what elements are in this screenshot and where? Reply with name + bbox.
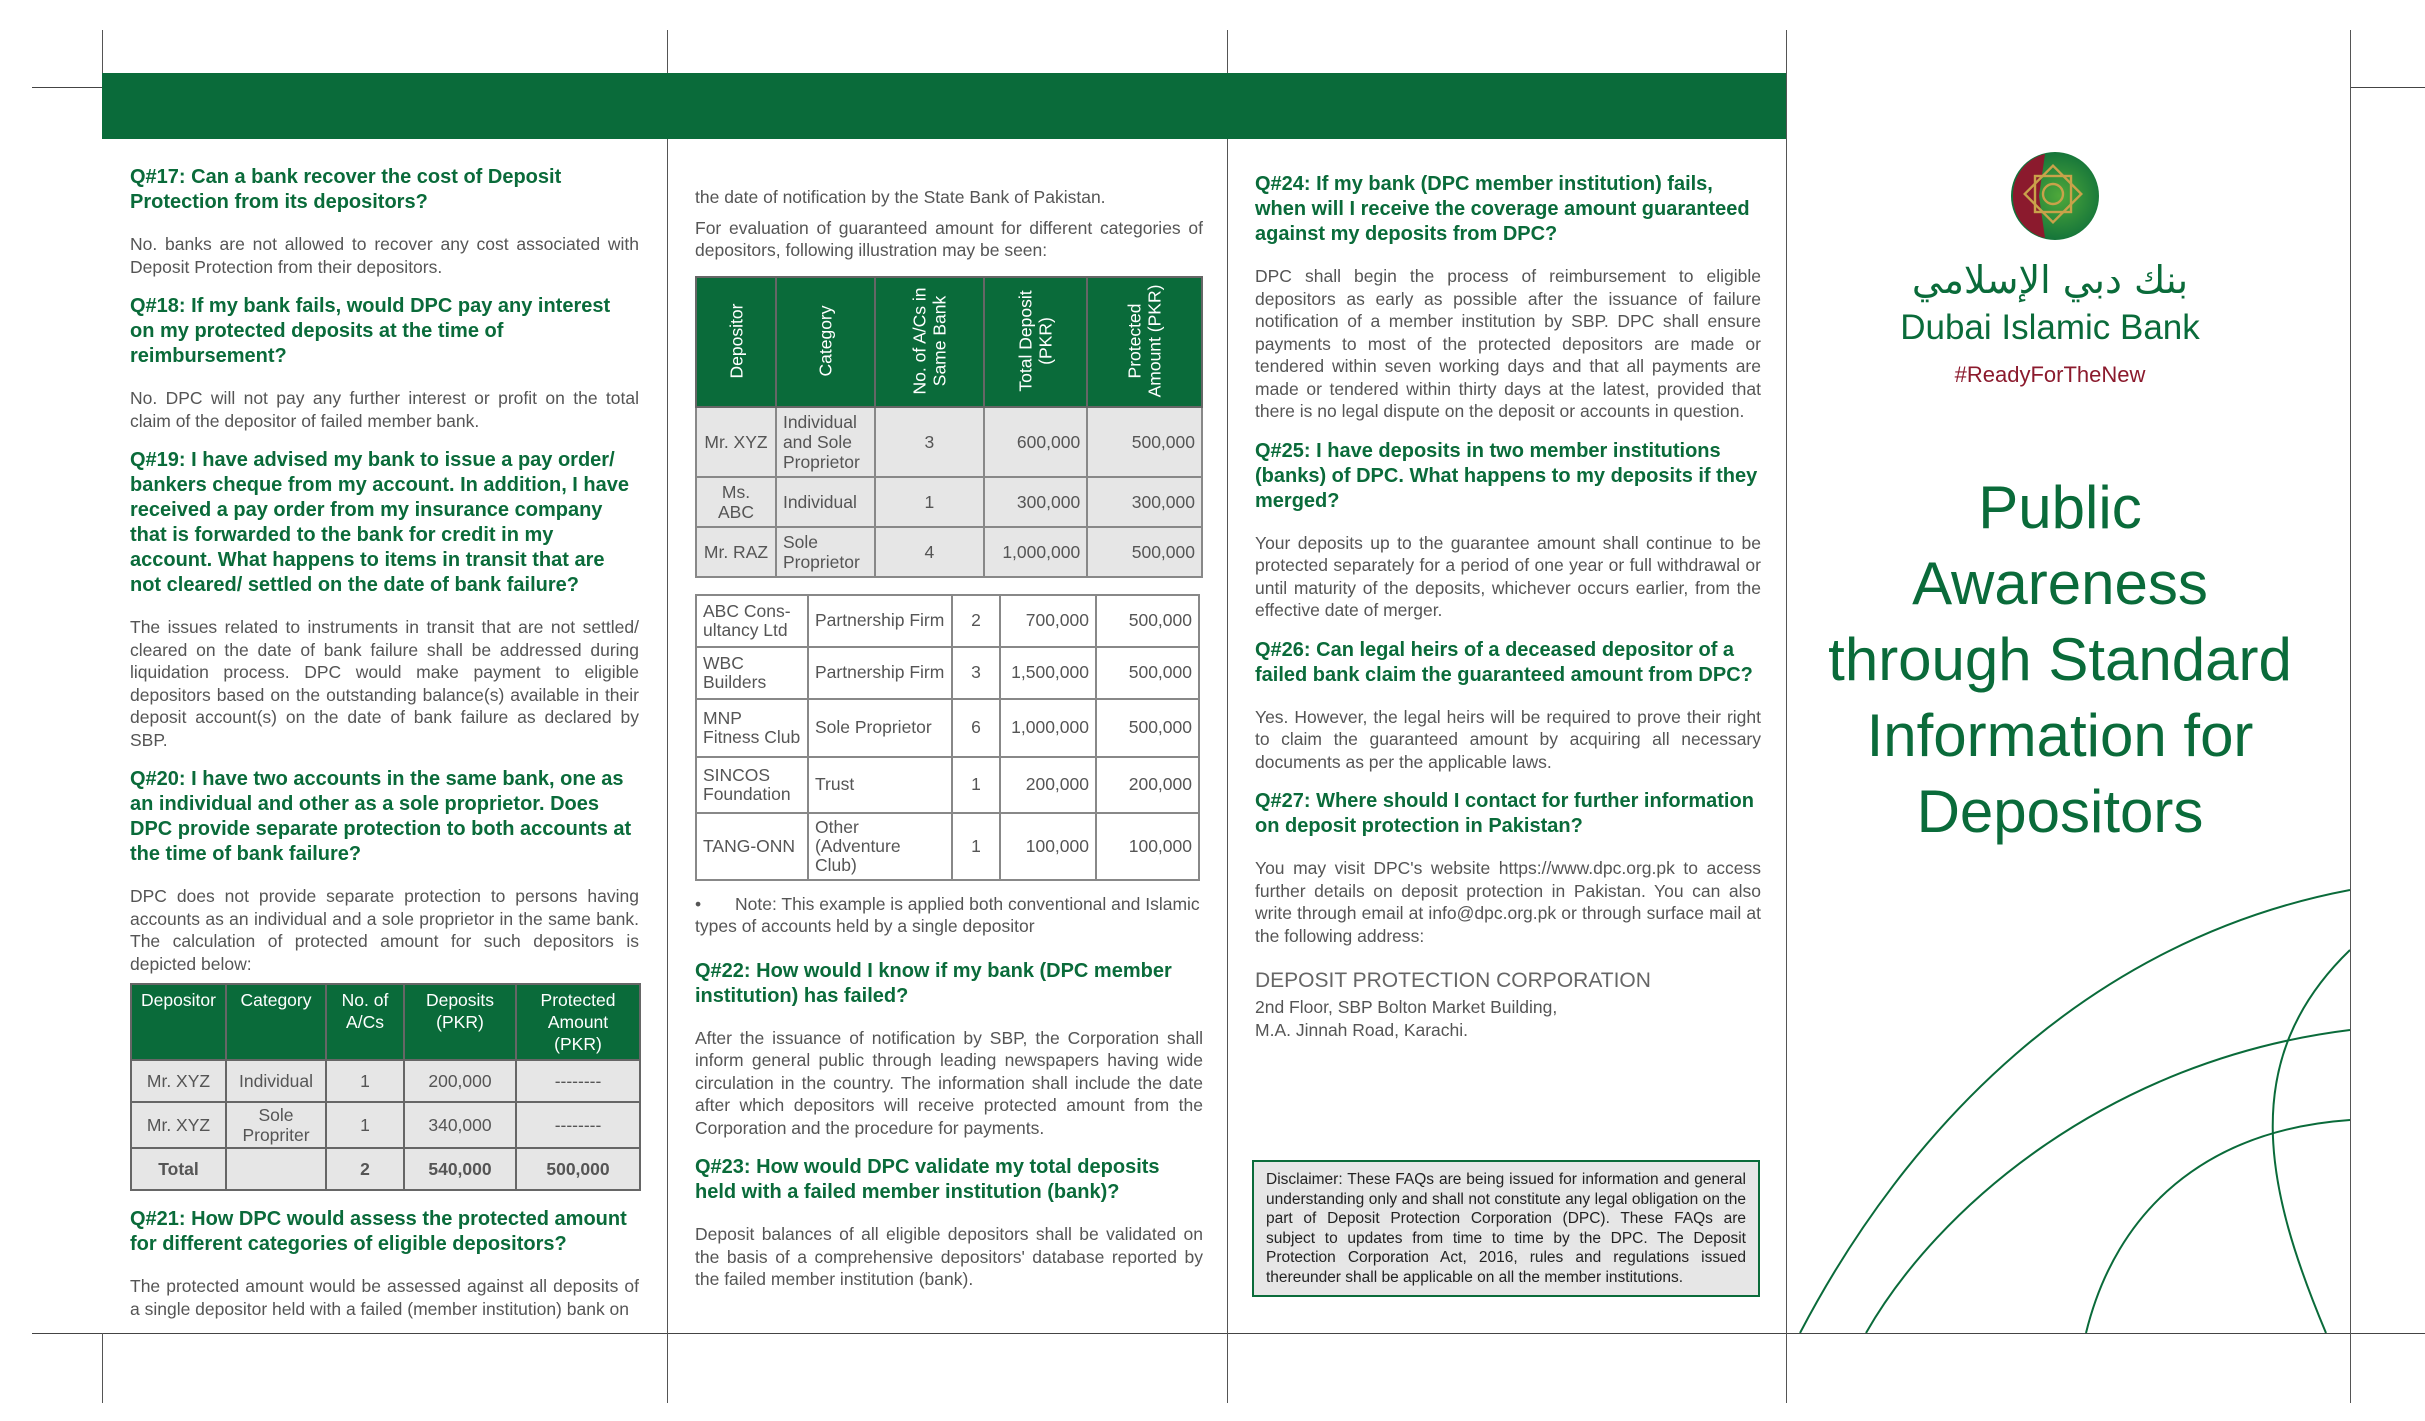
illustration-intro: For evaluation of guaranteed amount for different categories of depositors, following illustration may be seen:	[695, 217, 1203, 260]
table-cell: Individual and Sole Proprietor	[776, 407, 875, 477]
answer-18: No. DPC will not pay any further interest or profit on the total claim of the depositor of failed member bank.	[130, 388, 639, 431]
fold-line-right	[2350, 30, 2351, 1403]
title-line: Depositors	[1916, 778, 2204, 845]
panel-3	[1255, 172, 1761, 1042]
answer-22: After the issuance of notification by SBP, the Corporation shall inform general public through leading newspapers having wide circulation in the country. The information shall include the date after which depositors will receive protected amount from the Corporation and the procedure for payments.	[695, 1027, 1203, 1138]
table-header-row	[131, 984, 640, 1060]
table-cell: 1,500,000	[1000, 647, 1096, 699]
table-cell: 500,000	[1096, 647, 1199, 699]
table-cell: Mr. XYZ	[131, 1102, 226, 1148]
dib-logo-icon	[2005, 148, 2101, 244]
table-row	[696, 757, 1199, 813]
table-header	[696, 277, 776, 407]
bank-name-english: Dubai Islamic Bank	[1900, 308, 2200, 347]
table-cell: 3	[952, 647, 1000, 699]
table-cell: MNP Fitness Club	[696, 699, 808, 757]
table-row	[696, 477, 1202, 527]
decorative-arcs	[1786, 830, 2350, 1333]
question-18: Q#18: If my bank fails, would DPC pay any interest on my protected deposits at the time of reimbursement?	[130, 295, 611, 367]
table-cell: Partnership Firm	[808, 595, 952, 647]
answer-21: The protected amount would be assessed against all deposits of a single depositor held with a failed (member institution) bank on	[130, 1276, 639, 1319]
table-cell: Mr. RAZ	[696, 527, 776, 577]
table-header	[776, 277, 875, 407]
table-cell: WBC Builders	[696, 647, 808, 699]
title-line: through Standard	[1828, 626, 2292, 693]
table-cell: 540,000	[404, 1148, 516, 1190]
table-row	[696, 699, 1199, 757]
categories-table	[695, 276, 1203, 578]
table-cell: 200,000	[1096, 757, 1199, 813]
title-line: Public	[1978, 474, 2142, 541]
table-header: Category	[226, 984, 326, 1060]
table-cell: 600,000	[984, 407, 1087, 477]
address-line-1: 2nd Floor, SBP Bolton Market Building,	[1255, 997, 1558, 1017]
table-cell: 700,000	[1000, 595, 1096, 647]
table-row	[131, 1060, 640, 1102]
table-cell: 500,000	[1096, 595, 1199, 647]
table-cell: 3	[875, 407, 984, 477]
table-cell: Partnership Firm	[808, 647, 952, 699]
table-row	[131, 1102, 640, 1148]
bullet-icon: •	[695, 893, 702, 914]
table-cell: Total	[131, 1148, 226, 1190]
table-cell	[226, 1148, 326, 1190]
table-row	[696, 595, 1199, 647]
individual-proprietor-table	[130, 983, 641, 1191]
table-cell: 100,000	[1096, 813, 1199, 880]
answer-25: Your deposits up to the guarantee amount shall continue to be protected separately for a period of one year or full withdrawal or until maturity of the deposits, whichever occurs earlier, from the effective date of merger.	[1255, 532, 1761, 620]
table-cell: Mr. XYZ	[131, 1060, 226, 1102]
answer-19: The issues related to instruments in transit that are not settled/ cleared on the date of bank failure shall be addressed during liquidation process. DPC would make payment to eligible depositors based on the outstanding balance(s) available in their deposit account(s) on the date of bank failure as declared by SBP.	[130, 617, 639, 750]
organization-name: DEPOSIT PROTECTION CORPORATION	[1255, 969, 1651, 992]
answer-26: Yes. However, the legal heirs will be required to prove their right to claim the guaranteed amount by acquiring all necessary documents as per the applicable laws.	[1255, 706, 1761, 772]
table-cell: SINCOS Foundation	[696, 757, 808, 813]
header-green-bar	[102, 73, 1786, 139]
table-cell: Sole Proprietor	[776, 527, 875, 577]
table-cell: 100,000	[1000, 813, 1096, 880]
table-header-label: Category	[815, 305, 836, 377]
answer-20: DPC does not provide separate protection to persons having accounts as an individual and a sole proprietor in the same bank. The calculation of protected amount for such depositors is depicted below:	[130, 886, 639, 974]
table-cell: 2	[326, 1148, 404, 1190]
table-cell: 340,000	[404, 1102, 516, 1148]
table-header: Protected Amount (PKR)	[516, 984, 640, 1060]
question-27: Q#27: Where should I contact for further information on deposit protection in Pakistan?	[1255, 790, 1754, 837]
table-row	[696, 647, 1199, 699]
answer-23: Deposit balances of all eligible depositors shall be validated on the basis of a comprehensive depositors' database reported by the failed member institution (bank).	[695, 1224, 1203, 1289]
table-header-row	[696, 277, 1202, 407]
table-cell: Individual	[226, 1060, 326, 1102]
table-header-label: No. of A/Cs in Same Bank	[909, 287, 950, 395]
table-cell: 1,000,000	[1000, 699, 1096, 757]
fold-line-1	[667, 30, 668, 1403]
table-cell: 300,000	[984, 477, 1087, 527]
question-17: Q#17: Can a bank recover the cost of Deposit Protection from its depositors?	[130, 166, 562, 213]
title-line: Information for	[1866, 702, 2254, 769]
table-cell: Sole Propriter	[226, 1102, 326, 1148]
table-cell: 1	[952, 813, 1000, 880]
table-row-total	[131, 1148, 640, 1190]
table-cell: 200,000	[404, 1060, 516, 1102]
table-cell: 300,000	[1087, 477, 1202, 527]
question-23: Q#23: How would DPC validate my total deposits held with a failed member institution (bank)?	[695, 1156, 1160, 1203]
table-cell: Trust	[808, 757, 952, 813]
table-cell: 2	[952, 595, 1000, 647]
table-header	[875, 277, 984, 407]
answer-27: You may visit DPC's website https://www.dpc.org.pk to access further details on deposit protection in Pakistan. You can also write through email at info@dpc.org.pk or through surface mail at the following address:	[1255, 858, 1761, 946]
table-cell: 500,000	[1087, 527, 1202, 577]
panel-2	[695, 186, 1203, 1307]
table-cell: 200,000	[1000, 757, 1096, 813]
campaign-hashtag: #ReadyForTheNew	[1954, 362, 2146, 387]
bank-name-arabic: بنك دبي الإسلامي	[1911, 258, 2189, 302]
table-cell: ABC Cons-ultancy Ltd	[696, 595, 808, 647]
note-text: Note: This example is applied both conventional and Islamic types of accounts held by a single depositor	[695, 893, 1200, 936]
table-cell: 1	[326, 1060, 404, 1102]
table-cell: Sole Proprietor	[808, 699, 952, 757]
table-header: No. of A/Cs	[326, 984, 404, 1060]
panel-1	[130, 165, 639, 1336]
answer-24: DPC shall begin the process of reimbursement to eligible depositors as early as possible after the issuance of failure notification of a member institution by SBP. DPC shall ensure payments to most of the protected depositors are made or tendered within seven working days and that all payments are made or tendered within thirty days at the latest, provided that there is no legal dispute on the deposit or accounts in question.	[1255, 266, 1761, 421]
question-20: Q#20: I have two accounts in the same bank, one as an individual and other as a sole proprietor. Does DPC provide separate protection to both accounts at the time of bank failure?	[130, 768, 632, 865]
dpc-address	[1255, 969, 1761, 1042]
title-line: Awareness	[1912, 550, 2208, 617]
example-note	[695, 893, 1203, 937]
table-cell: 1	[952, 757, 1000, 813]
table-cell: --------	[516, 1102, 640, 1148]
disclaimer-box: Disclaimer: These FAQs are being issued for information and general understanding only and shall not constitute any legal obligation on the part of Deposit Protection Corporation (DPC). These FAQs are subject to updates from time to time by the DPC. The Deposit Protection Corporation Act, 2016, rules and regulations issued thereunder shall be applicable on all the member institutions.	[1252, 1160, 1760, 1297]
table-cell: 4	[875, 527, 984, 577]
table-cell: Other (Adventure Club)	[808, 813, 952, 880]
table-header	[1087, 277, 1202, 407]
table-header-label: Protected Amount (PKR)	[1124, 284, 1165, 398]
table-header: Deposits (PKR)	[404, 984, 516, 1060]
table-cell: Ms. ABC	[696, 477, 776, 527]
brochure-title	[1800, 470, 2320, 850]
table-cell: Individual	[776, 477, 875, 527]
table-row	[696, 407, 1202, 477]
table-header-label: Depositor	[725, 303, 746, 379]
table-cell: TANG-ONN	[696, 813, 808, 880]
answer-17: No. banks are not allowed to recover any cost associated with Deposit Protection from their depositors.	[130, 234, 639, 277]
table-row	[696, 527, 1202, 577]
crop-mark-top-right	[2350, 87, 2425, 88]
table-cell: Mr. XYZ	[696, 407, 776, 477]
question-21: Q#21: How DPC would assess the protected amount for different categories of eligible depositors?	[130, 1208, 627, 1255]
table-cell: 500,000	[1087, 407, 1202, 477]
table-cell: 500,000	[1096, 699, 1199, 757]
table-header: Depositor	[131, 984, 226, 1060]
crop-mark-top-left	[32, 87, 102, 88]
table-header	[984, 277, 1087, 407]
table-cell: 500,000	[516, 1148, 640, 1190]
table-cell: 6	[952, 699, 1000, 757]
question-19: Q#19: I have advised my bank to issue a pay order/ bankers cheque from my account. In addition, I have received a pay order from my insurance company that is forwarded to the bank for credit in my account. What happens to items in transit that are not cleared/ settled on the date of bank failure?	[130, 449, 630, 596]
question-24: Q#24: If my bank (DPC member institution) fails, when will I receive the coverage amount guaranteed against my deposits from DPC?	[1255, 173, 1750, 245]
question-25: Q#25: I have deposits in two member institutions (banks) of DPC. What happens to my deposits if they merged?	[1255, 439, 1758, 512]
question-26: Q#26: Can legal heirs of a deceased depositor of a failed bank claim the guaranteed amount from DPC?	[1255, 638, 1753, 686]
table-header-label: Total Deposit (PKR)	[1015, 290, 1056, 392]
table-cell: --------	[516, 1060, 640, 1102]
question-22: Q#22: How would I know if my bank (DPC member institution) has failed?	[695, 959, 1172, 1007]
answer-21-continued: the date of notification by the State Bank of Pakistan.	[695, 187, 1106, 207]
table-row	[696, 813, 1199, 880]
table-cell: 1	[875, 477, 984, 527]
table-cell: 1,000,000	[984, 527, 1087, 577]
fold-line-2	[1227, 30, 1228, 1403]
address-line-2: M.A. Jinnah Road, Karachi.	[1255, 1020, 1469, 1040]
fold-line-left-bottom	[102, 1333, 103, 1403]
entities-table	[695, 594, 1200, 881]
table-cell: 1	[326, 1102, 404, 1148]
